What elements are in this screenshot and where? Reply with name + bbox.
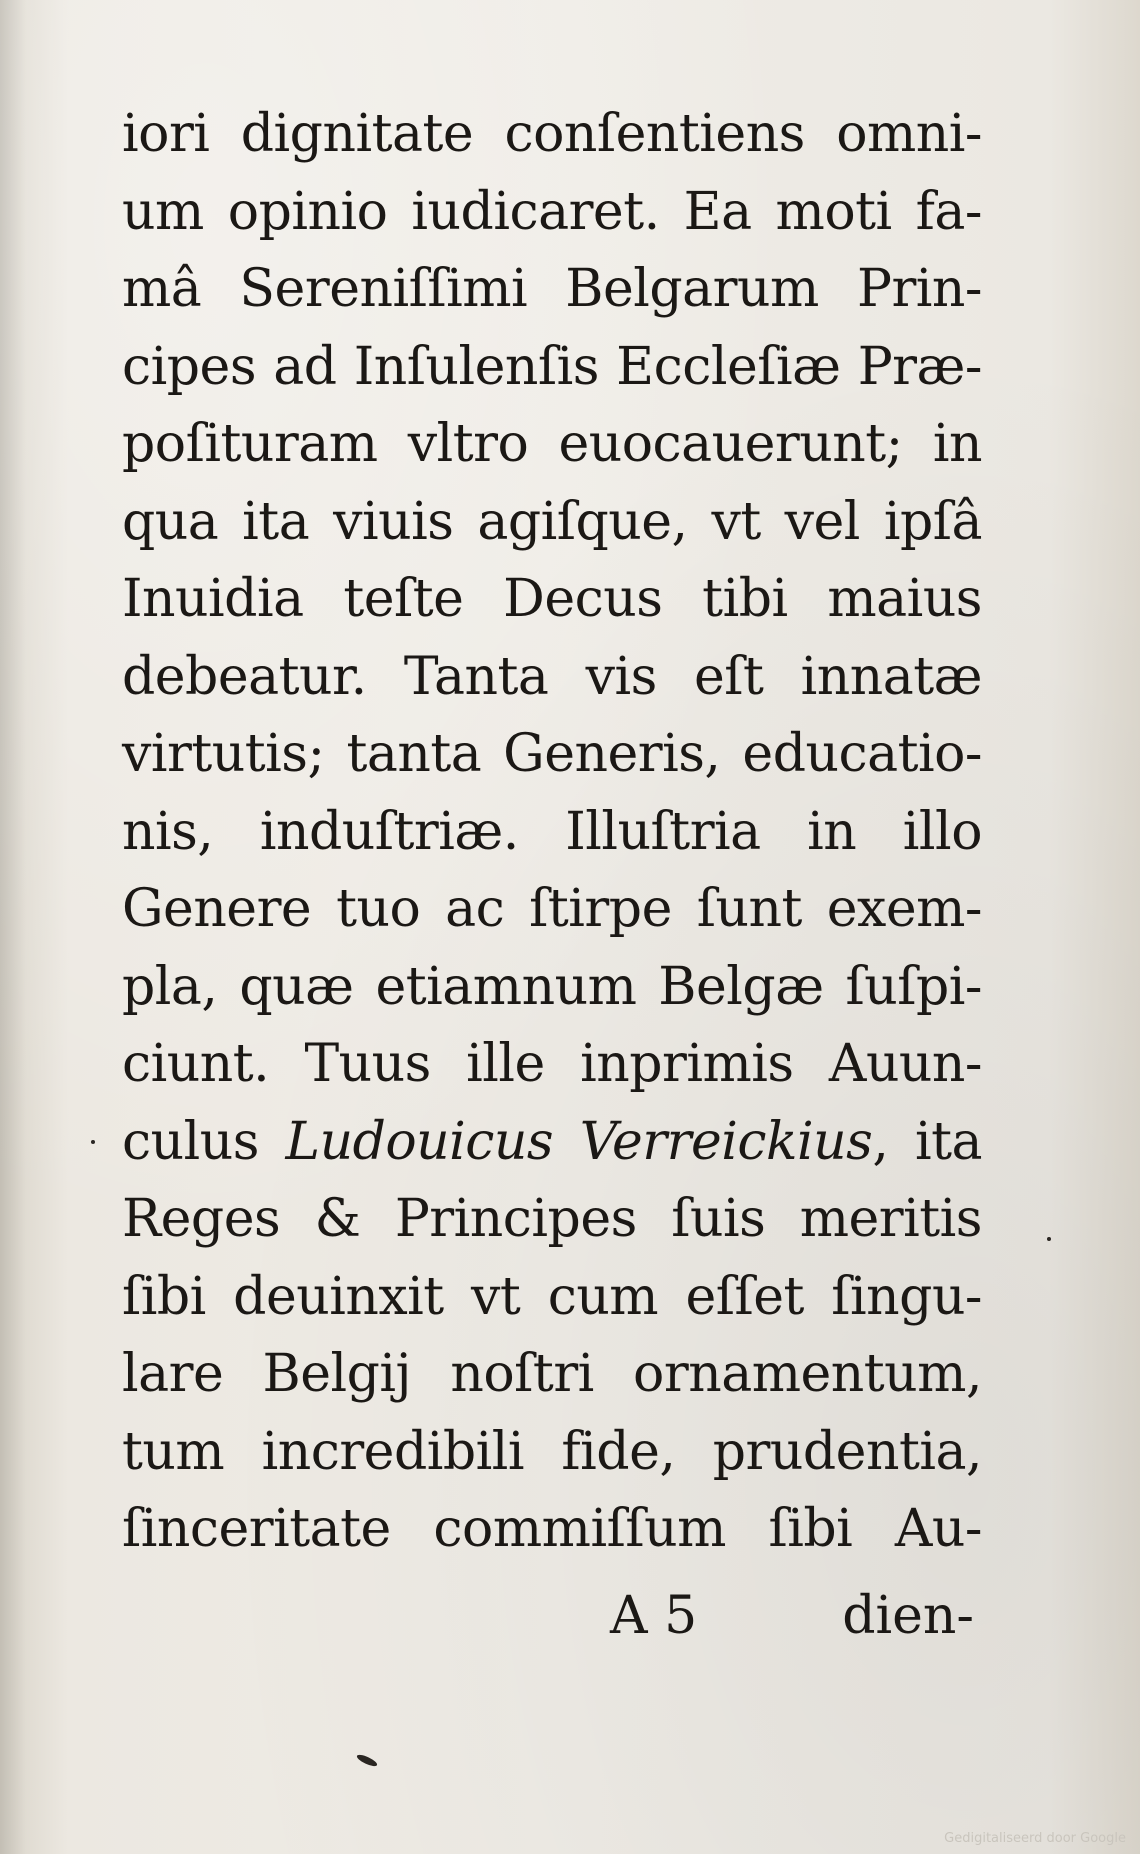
text-line: iori dignitate conſentiens omni- (122, 104, 982, 164)
catchword: dien- (842, 1586, 974, 1646)
text-line: cipes ad Inſulenſis Eccleſiæ Præ- (122, 336, 982, 397)
italic-personal-name: Ludouicus Verreickius (285, 1111, 873, 1172)
text-line: Reges & Principes ſuis meritis (122, 1189, 982, 1249)
text-line: qua ita viuis agiſque, vt vel ipſâ (122, 491, 982, 552)
text-line: tum incredibili fide, prudentia, (122, 1421, 982, 1482)
text-line: Genere tuo ac ſtirpe ſunt exem- (122, 879, 982, 939)
text-line: ſinceritate commiſſum ſibi Au- (122, 1499, 982, 1559)
page-text-block (122, 96, 982, 1569)
signature-mark: A 5 (610, 1586, 698, 1646)
text-line: poſituram vltro euocauerunt; in (122, 414, 982, 474)
page-gutter-shadow (0, 0, 26, 1854)
ink-speck (356, 1753, 379, 1769)
text-line: virtutis; tanta Generis, educatio- (122, 724, 982, 784)
text-line: mâ Sereniſſimi Belgarum Prin- (122, 259, 982, 319)
text-line-with-italic-name (122, 1104, 982, 1182)
digitization-watermark: Gedigitaliseerd door Google (944, 1831, 1126, 1846)
text-line: lare Belgij noſtri ornamentum, (122, 1344, 982, 1404)
text-segment: culus (122, 1111, 286, 1172)
text-line: ciunt. Tuus ille inprimis Auun- (122, 1034, 982, 1094)
text-line: ſibi deuinxit vt cum eſſet ſingu- (122, 1266, 982, 1327)
text-line: Inuidia teſte Decus tibi maius (122, 569, 982, 629)
text-line: nis, induſtriæ. Illuſtria in illo (122, 801, 982, 862)
ink-speck (91, 1140, 95, 1144)
ink-speck (1047, 1237, 1051, 1241)
text-line: pla, quæ etiamnum Belgæ ſuſpi- (122, 956, 982, 1017)
text-line: um opinio iudicaret. Ea moti fa- (122, 181, 982, 242)
page-footer (122, 1577, 982, 1655)
text-line: debeatur. Tanta vis eſt innatæ (122, 646, 982, 707)
text-segment: , ita (872, 1111, 982, 1172)
